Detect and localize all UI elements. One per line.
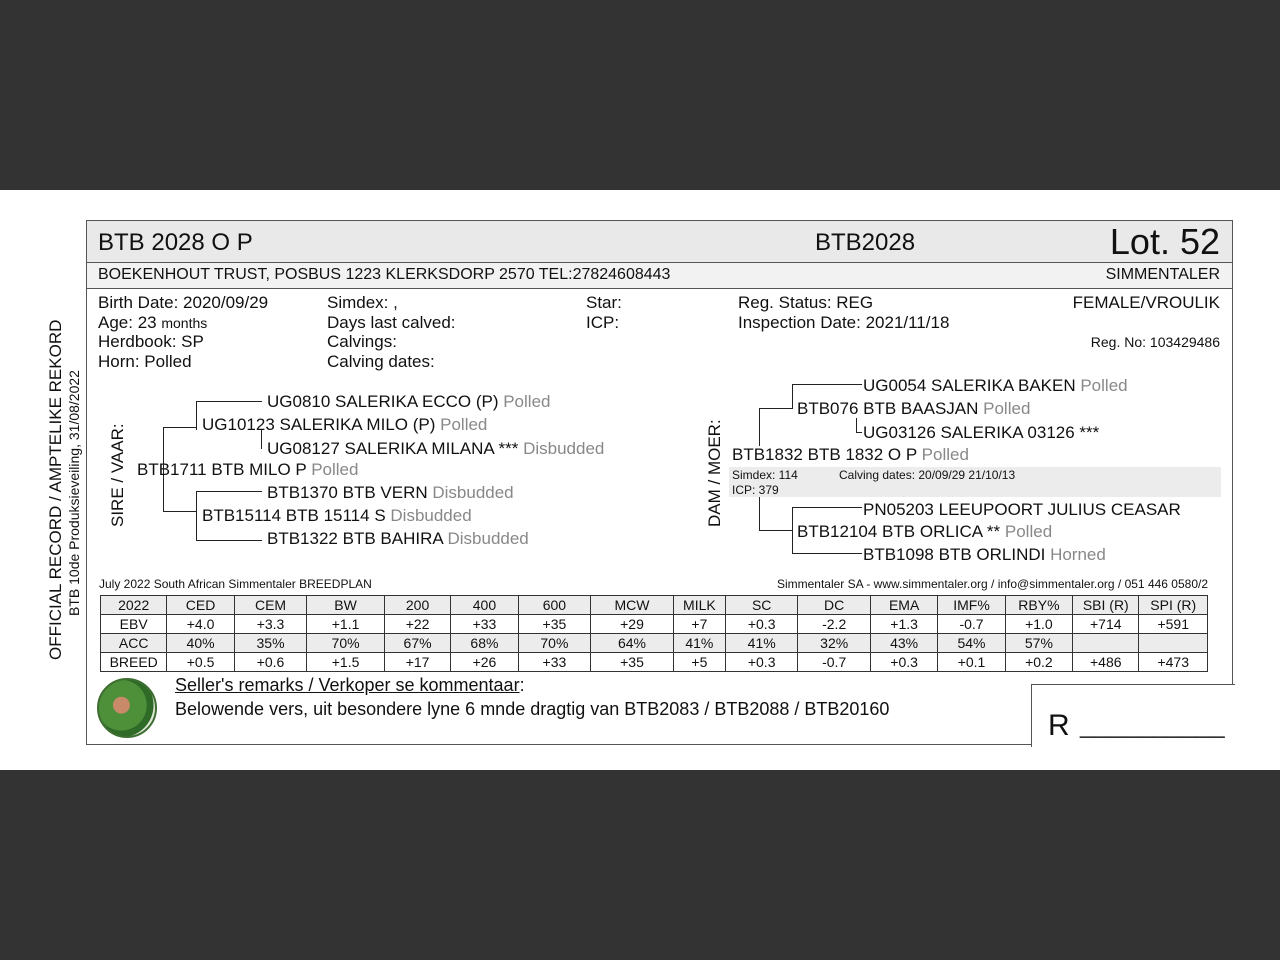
dds-name: PN05203 LEEUPOORT JULIUS CEASAR <box>863 500 1181 519</box>
dss-name: UG0054 SALERIKA BAKEN <box>863 376 1076 395</box>
breedplan-cell: +1.3 <box>870 615 937 634</box>
sire-sire-dam <box>267 439 604 459</box>
owner-bar <box>87 263 1232 289</box>
sire-dam-dam <box>267 529 529 549</box>
sire-name: BTB1711 BTB MILO P <box>137 460 307 479</box>
breedplan-header-cell: CEM <box>234 596 307 615</box>
sire-tag: Polled <box>311 460 359 479</box>
breedplan-cell: BREED <box>101 653 167 672</box>
breedplan-header-cell: 400 <box>451 596 518 615</box>
breedplan-cell: +1.0 <box>1005 615 1072 634</box>
breed-name: SIMMENTALER <box>1105 266 1220 283</box>
ddd-tag: Horned <box>1050 545 1106 564</box>
breedplan-source: July 2022 South African Simmentaler BREEDPLAN <box>99 577 372 591</box>
sire-dam-sire <box>267 483 514 503</box>
breedplan-cell: -2.2 <box>798 615 871 634</box>
breedplan-header-cell: MCW <box>591 596 674 615</box>
breedplan-cell: +29 <box>591 615 674 634</box>
inspection-date: Inspection Date: 2021/11/18 <box>738 313 950 332</box>
breedplan-cell: +33 <box>518 653 591 672</box>
breedplan-header-cell: EMA <box>870 596 937 615</box>
breedplan-cell: 70% <box>307 634 385 653</box>
sss-name: UG0810 SALERIKA ECCO (P) <box>267 392 499 411</box>
breedplan-cell: +35 <box>591 653 674 672</box>
sire-sire-sire <box>267 392 550 412</box>
dam-icp: ICP: 379 <box>732 483 779 497</box>
price-box <box>1031 684 1235 747</box>
remarks-text: Belowende vers, uit besondere lyne 6 mnde dragtig van BTB2083 / BTB2088 / BTB20160 <box>175 699 890 719</box>
breedplan-header-cell: 2022 <box>101 596 167 615</box>
breedplan-cell <box>1073 634 1139 653</box>
breedplan-cell <box>1139 634 1208 653</box>
breedplan-cell: +591 <box>1139 615 1208 634</box>
breedplan-cell: EBV <box>101 615 167 634</box>
sss-tag: Polled <box>503 392 551 411</box>
lot-card <box>86 220 1233 745</box>
herdbook: Herdbook: SP <box>98 332 204 351</box>
breedplan-cell: +0.1 <box>938 653 1005 672</box>
breedplan-cell: +22 <box>384 615 450 634</box>
official-record-label: OFFICIAL RECORD / AMPTELIKE REKORD <box>46 319 65 660</box>
price-blank[interactable]: __________ <box>1080 709 1225 739</box>
breedplan-cell: +7 <box>673 615 725 634</box>
breedplan-cell: +26 <box>451 653 518 672</box>
sire-sire <box>202 415 487 435</box>
ds-tag: Polled <box>983 399 1031 418</box>
breedplan-cell: -0.7 <box>798 653 871 672</box>
breedplan-cell: 54% <box>938 634 1005 653</box>
star: Star: <box>586 293 622 312</box>
remarks-title-text: Seller's remarks / Verkoper se kommentaar <box>175 675 520 695</box>
catalogue-sheet <box>0 190 1280 770</box>
dam-calving-dates: Calving dates: 20/09/29 21/10/13 <box>839 468 1016 482</box>
breedplan-cell: +0.2 <box>1005 653 1072 672</box>
breedplan-header-cell: SC <box>725 596 798 615</box>
dam <box>732 445 969 465</box>
dam-simdex: Simdex: 114 <box>732 468 798 482</box>
calvings: Calvings: <box>327 332 397 351</box>
remarks-title <box>175 675 525 696</box>
breedplan-cell: -0.7 <box>938 615 1005 634</box>
breedplan-table <box>100 595 1208 672</box>
dss-tag: Polled <box>1080 376 1128 395</box>
breedplan-cell: 43% <box>870 634 937 653</box>
breedplan-header-row <box>101 596 1208 615</box>
reg-number: Reg. No: 103429486 <box>1090 334 1220 350</box>
breedplan-cell: 32% <box>798 634 871 653</box>
sire-dam <box>202 506 472 526</box>
animal-id: BTB2028 <box>815 229 916 256</box>
breedplan-cell: +35 <box>518 615 591 634</box>
lot-number: Lot. 52 <box>1109 221 1220 262</box>
breedplan-cell: +33 <box>451 615 518 634</box>
breedplan-cell: +714 <box>1073 615 1139 634</box>
breedplan-cell: +473 <box>1139 653 1208 672</box>
pedigree-line <box>196 491 262 492</box>
breedplan-header-cell: MILK <box>673 596 725 615</box>
breedplan-cell: 57% <box>1005 634 1072 653</box>
breedplan-cell: ACC <box>101 634 167 653</box>
dam-name: BTB1832 BTB 1832 O P <box>732 445 917 464</box>
breedplan-header-cell: SBI (R) <box>1073 596 1139 615</box>
breedplan-cell: +17 <box>384 653 450 672</box>
pedigree-line <box>759 530 793 531</box>
age-value: Age: 23 <box>98 313 157 332</box>
dd-tag: Polled <box>1004 522 1053 541</box>
dam-dam <box>797 522 1052 542</box>
icp: ICP: <box>586 313 620 332</box>
pedigree-line <box>196 401 262 402</box>
simdex: Simdex: , <box>327 293 398 312</box>
breedplan-cell: +1.1 <box>307 615 385 634</box>
horn-status: Horn: Polled <box>98 352 192 371</box>
sd-name: BTB15114 BTB 15114 S <box>202 506 386 525</box>
owner-address: BOEKENHOUT TRUST, POSBUS 1223 KLERKSDORP 2570 TEL:27824608443 <box>98 266 671 283</box>
breedplan-cell: +3.3 <box>234 615 307 634</box>
calving-dates: Calving dates: <box>327 352 435 371</box>
dam-dam-dam <box>863 545 1106 565</box>
pedigree-line <box>792 553 862 554</box>
breedplan-header-cell: CED <box>167 596 234 615</box>
breedplan-cell: +0.3 <box>725 653 798 672</box>
birth-date: Birth Date: 2020/09/29 <box>98 293 269 312</box>
pedigree-line <box>856 418 857 433</box>
dam-label: DAM / MOER: <box>705 419 724 527</box>
breedplan-contact: Simmentaler SA - www.simmentaler.org / info@simmentaler.org / 051 446 0580/2 <box>776 577 1208 591</box>
breedplan-row <box>101 615 1208 634</box>
breedplan-cell: +0.3 <box>725 615 798 634</box>
age-unit: months <box>161 315 208 331</box>
ddd-name: BTB1098 BTB ORLINDI <box>863 545 1046 564</box>
sd-tag: Disbudded <box>390 506 472 525</box>
breedplan-cell: +0.6 <box>234 653 307 672</box>
breedplan-cell: 68% <box>451 634 518 653</box>
breedplan-cell: +1.5 <box>307 653 385 672</box>
breedplan-cell: +5 <box>673 653 725 672</box>
breedplan-header-cell: 600 <box>518 596 591 615</box>
ssd-name: UG08127 SALERIKA MILANA *** <box>267 439 519 458</box>
sire <box>137 460 358 480</box>
breedplan-header-cell: 200 <box>384 596 450 615</box>
sdd-name: BTB1322 BTB BAHIRA <box>267 529 443 548</box>
pedigree-line <box>792 384 862 385</box>
simmentaler-logo <box>97 678 157 738</box>
breedplan-header-cell: RBY% <box>1005 596 1072 615</box>
sex: FEMALE/VROULIK <box>1072 293 1220 312</box>
breedplan-cell: +0.5 <box>167 653 234 672</box>
breedplan-header-cell: DC <box>798 596 871 615</box>
dam-tag: Polled <box>921 445 969 464</box>
price-currency: R <box>1048 709 1070 742</box>
remarks-colon: : <box>519 675 525 695</box>
sds-tag: Disbudded <box>432 483 514 502</box>
pedigree-line <box>856 432 862 433</box>
sds-name: BTB1370 BTB VERN <box>267 483 428 502</box>
breedplan-cell: +4.0 <box>167 615 234 634</box>
days-last-calved: Days last calved: <box>327 313 456 332</box>
ssd-tag: Disbudded <box>523 439 605 458</box>
animal-title: BTB 2028 O P <box>98 229 253 256</box>
ss-tag: Polled <box>440 415 488 434</box>
breedplan-row <box>101 653 1208 672</box>
pedigree-line <box>163 427 197 428</box>
breedplan-cell: 35% <box>234 634 307 653</box>
breedplan-cell: 64% <box>591 634 674 653</box>
breedplan-cell: 41% <box>725 634 798 653</box>
pedigree-line <box>163 511 197 512</box>
pedigree-line <box>792 507 862 508</box>
pedigree-line <box>196 540 262 541</box>
pedigree-line <box>759 408 793 409</box>
breedplan-header-cell: SPI (R) <box>1139 596 1208 615</box>
sale-label: BTB 10de Produksieveiling, 31/08/2022 <box>66 370 82 616</box>
breedplan-row <box>101 634 1208 653</box>
reg-status: Reg. Status: REG <box>738 293 874 312</box>
breedplan-cell: 67% <box>384 634 450 653</box>
dam-sire-sire <box>863 376 1128 396</box>
age <box>98 313 207 333</box>
ss-name: UG10123 SALERIKA MILO (P) <box>202 415 436 434</box>
breedplan-cell: 41% <box>673 634 725 653</box>
breedplan-header-cell: IMF% <box>938 596 1005 615</box>
pedigree-line <box>759 408 760 446</box>
dsd-name: UG03126 SALERIKA 03126 *** <box>863 423 1100 442</box>
dam-dam-sire <box>863 500 1181 520</box>
breedplan-cell: +486 <box>1073 653 1139 672</box>
sdd-tag: Disbudded <box>447 529 529 548</box>
breedplan-header-cell: BW <box>307 596 385 615</box>
pedigree-line <box>792 507 793 554</box>
breedplan-cell: +0.3 <box>870 653 937 672</box>
dam-sire-dam <box>863 423 1099 443</box>
ds-name: BTB076 BTB BAASJAN <box>797 399 979 418</box>
pedigree-line <box>759 495 760 531</box>
pedigree-line <box>196 491 197 541</box>
dam-sire <box>797 399 1030 419</box>
sire-label: SIRE / VAAR: <box>108 423 127 527</box>
dd-name: BTB12104 BTB ORLICA ** <box>797 522 1001 541</box>
breedplan-cell: 40% <box>167 634 234 653</box>
breedplan-cell: 70% <box>518 634 591 653</box>
card-header <box>87 221 1232 263</box>
pedigree-line <box>792 384 793 408</box>
